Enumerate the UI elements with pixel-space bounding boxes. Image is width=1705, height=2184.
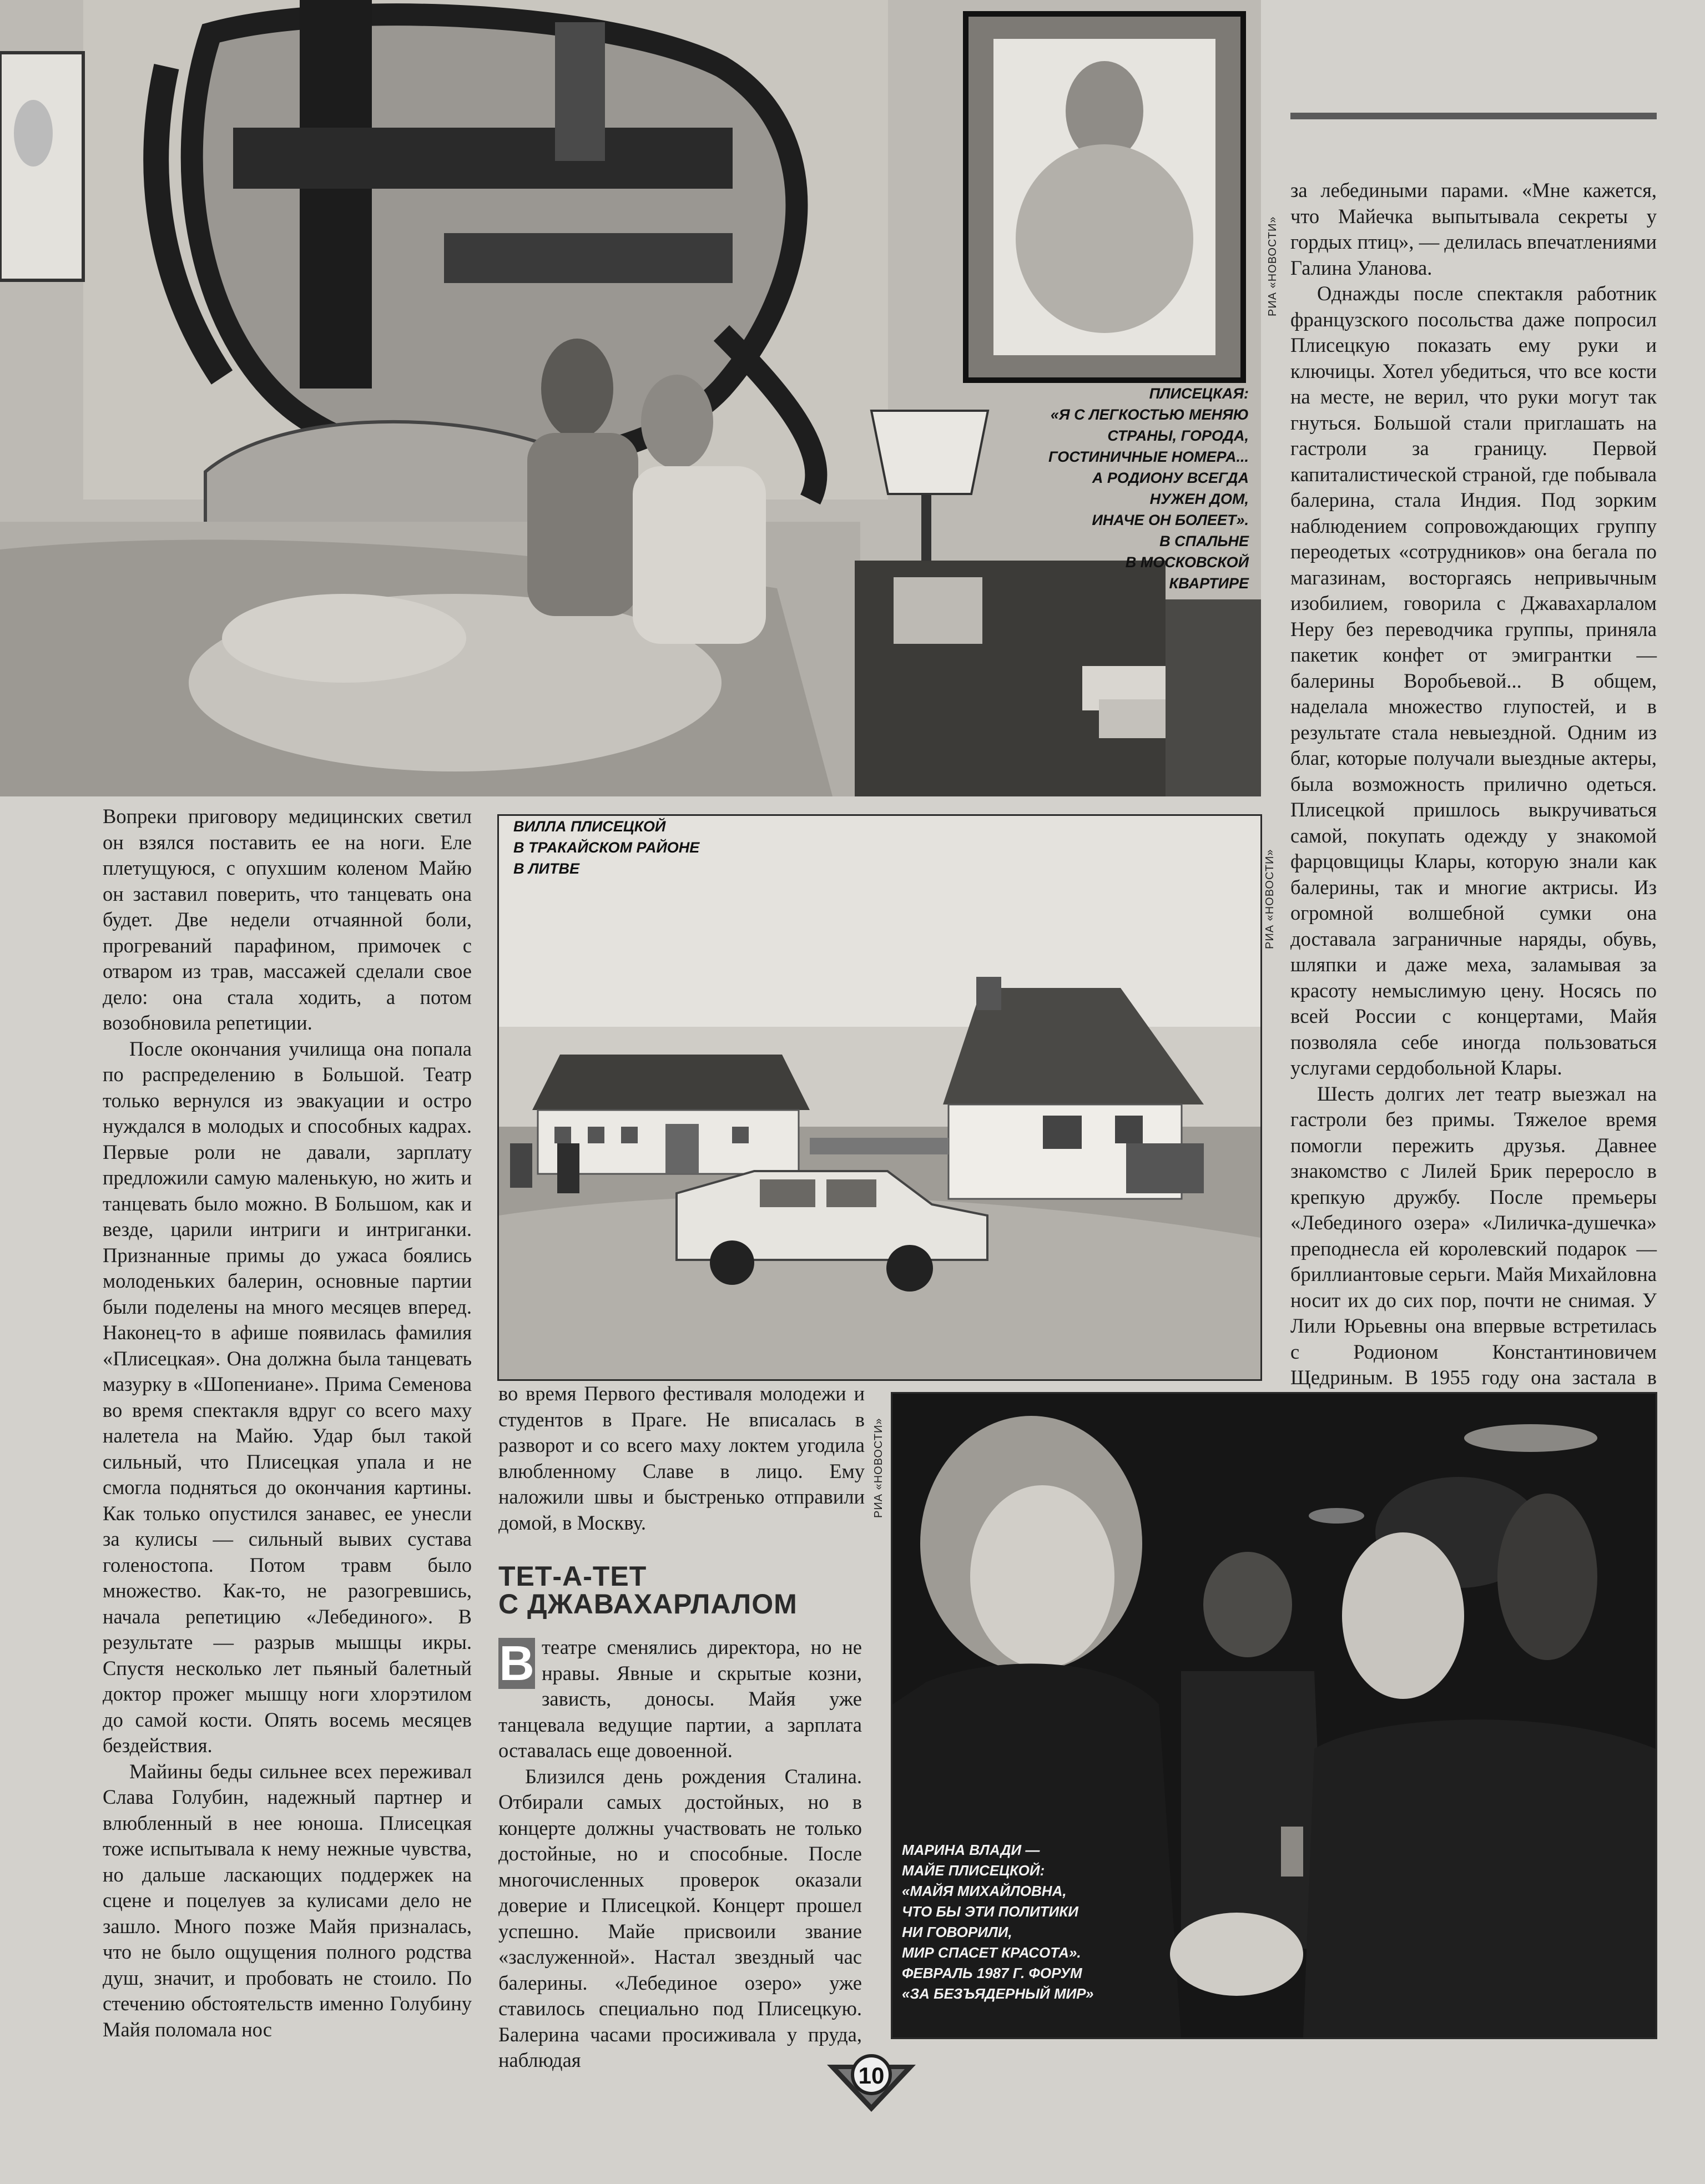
caption-line: В СПАЛЬНЕ <box>1159 533 1249 549</box>
caption-vladi <box>902 1840 1135 2004</box>
caption-line: ПЛИСЕЦКАЯ: <box>1149 385 1249 402</box>
paragraph: Близился день рождения Сталина. Отбирали самых достойных, но в концерте должны участвовать не только достойные, но и способные. После многочисленных проверок оказали доверие и Плисецкой. Концерт прошел успешно. Майе присвоили звание «заслуженной». Настал звездный час балерины. «Лебединое озеро» уже ставилось специально под Плисецкую. Балерина часами просиживала у пруда, наблюдая <box>498 1764 862 2071</box>
column-rule <box>1290 113 1657 119</box>
paragraph: Майины беды сильнее всех переживал Слава Голубин, надежный партнер и влюбленный в нее юноша. Плисецкая тоже испытывала к нему нежные чувства, но дальше ласкающих поддержек на сцене и поцелуев за кулисами дело не зашло. Много позже Майя призналась, что не было ощущения полного родства душ, значит, и пробовать не стоило. По стечению обстоятельств именно Голубину Майя поломала нос <box>103 1759 472 2041</box>
paragraph-text: театре сменялись директора, но не нравы. Явные и скрытые козни, зависть, доносы. Майя уже танцевала ведущие партии, а зарплата оставалась еще довоенной. <box>498 1636 862 1762</box>
caption-line: МИР СПАСЕТ КРАСОТА». <box>902 1944 1081 1961</box>
text-column-left <box>103 804 472 2047</box>
caption-villa <box>513 816 791 879</box>
page-number-badge <box>821 2042 921 2115</box>
villa-photo <box>497 814 1262 1381</box>
caption-line: НИ ГОВОРИЛИ, <box>902 1924 1012 1940</box>
caption-line: НУЖЕН ДОМ, <box>1149 491 1249 507</box>
caption-bedroom <box>1016 383 1249 594</box>
caption-line: ВИЛЛА ПЛИСЕЦКОЙ <box>513 818 666 835</box>
caption-line: ГОСТИНИЧНЫЕ НОМЕРА... <box>1048 448 1249 465</box>
page-number: 10 <box>858 2062 885 2089</box>
caption-line: ЧТО БЫ ЭТИ ПОЛИТИКИ <box>902 1903 1078 1920</box>
caption-line: В ТРАКАЙСКОМ РАЙОНЕ <box>513 839 700 856</box>
villa-photo-drawing <box>499 816 1260 1379</box>
text-column-middle-bottom <box>498 1635 862 2071</box>
caption-line: КВАРТИРЕ <box>1169 575 1249 592</box>
text-column-middle-top <box>498 1381 865 1542</box>
paragraph: за лебедиными парами. «Мне кажется, что Майечка выпытывала секреты у гордых птиц», — делилась впечатлениями Галина Уланова. <box>1290 179 1657 279</box>
heading-line: ТЕТ-А-ТЕТ <box>498 1561 647 1592</box>
paragraph: во время Первого фестиваля молодежи и студентов в Праге. Не вписалась в разворот и со всего маху локтем угодила влюбленному Славе в лицо. Ему наложили швы и быстренько отправили домой, в Москву. <box>498 1382 865 1534</box>
paragraph: Шесть долгих лет театр выезжал на гастроли без примы. Тяжелое время помогли пережить друзья. Давнее знакомство с Лилей Брик переросло в крепкую дружбу. После премьеры «Лебединого озера» «Лиличка-душечка» преподнесла ей королевский подарок — бриллиантовые серьги. Майя Михайловна носит их до сих пор, почти не снимая. У Лили Юрьевны она впервые встретилась с Родионом Константиновичем Щедриным. В 1955 году она застала в <box>1290 1082 1657 1389</box>
heading-line: С ДЖАВАХАРЛАЛОМ <box>498 1588 798 1620</box>
section-heading <box>498 1562 865 1618</box>
paragraph: Однажды после спектакля работник французского посольства даже попросил Плисецкую показать ему руки и ключицы. Хотел убедиться, что все кости на месте, не верил, что руки могут так гнуться. Большой стали приглашать на гастроли за границу. Первой капиталистической страной, где побывала балерина, стала Индия. Под зорким наблюдением сопровождающих группу переодетых «сотрудников» она бегала по магазинам, восторгаясь непривычным изобилием, говорила с Джавахарлалом Неру без переводчика группы, приняла пакетик конфет от эмигрантки — балерины Воробьевой... В общем, наделала множество глупостей, и в результате стала невыездной. Одним из благ, которые получали выездные актеры, была возможность прилично одеться. Плисецкой пришлось выкручиваться самой, покупать одежду у знакомой фарцовщицы Клары, которую знали как балерины, так и многие актрисы. Из огромной волшебной сумки она доставала заграничные наряды, обувь, шляпки и даже меха, заламывая за красоту немыслимую цену. Носясь по всей России с концертами, Майя позволяла себе иногда пользоваться услугами сердобольной Клары. <box>1290 282 1657 1079</box>
caption-line: «ЗА БЕЗЪЯДЕРНЫЙ МИР» <box>902 1985 1094 2002</box>
caption-line: «Я С ЛЕГКОСТЬЮ МЕНЯЮ <box>1050 406 1249 423</box>
caption-line: ИНАЧЕ ОН БОЛЕЕТ». <box>1092 512 1249 528</box>
top-right-panel <box>1263 0 1705 178</box>
photo-credit-top: РИА «НОВОСТИ» <box>1267 216 1279 316</box>
paragraph: После окончания училища она попала по распределению в Большой. Театр только вернулся из эвакуации и остро нуждался в молодых и способных кадрах. Первые роли не давали, зарплату предложили самую маленькую, но жить и танцевать было можно. В Большом, как и везде, царили интриги и интриганки. Признанные примы до ужаса боялись молоденьких балерин, основные партии были поделены на много месяцев вперед. Наконец-то в афише появилась фамилия «Плисецкая». Она должна была танцевать мазурку в «Шопениане». Прима Семенова во время спектакля вдруг со всего маху налетела на Майю. Удар был такой сильный, что Плисецкая упала и не смогла подняться до окончания картины. Как только опустился занавес, ее унесли за кулисы — сильный вывих сустава голеностопа. Потом травм было множество. Как-то, не разогревшись, начала репетицию «Лебединого». В результате — разрыв мышцы икры. Спустя несколько лет пьяный балетный доктор прожег мышцу ноги хлорэтилом до самой кости. Опять восемь месяцев бездействия. <box>103 1037 472 1757</box>
caption-line: «МАЙЯ МИХАЙЛОВНА, <box>902 1883 1067 1899</box>
caption-line: МАРИНА ВЛАДИ — <box>902 1842 1040 1858</box>
caption-line: ФЕВРАЛЬ 1987 Г. ФОРУМ <box>902 1965 1082 1981</box>
paragraph <box>498 1635 862 1764</box>
caption-line: В МОСКОВСКОЙ <box>1125 554 1249 571</box>
text-column-right <box>1290 178 1657 1389</box>
caption-line: А РОДИОНУ ВСЕГДА <box>1092 470 1249 486</box>
paragraph: Вопреки приговору медицинских светил он взялся поставить ее на ноги. Еле плетущуюся, с опухшим коленом Майю он заставил поверить, что танцевать она будет. Две недели отчаянной боли, прогреваний парафином, примочек с отваром из трав, массажей сделали свое дело: она стала ходить, а потом возобновила репетиции. <box>103 805 472 1034</box>
photo-credit-bottom: РИА «НОВОСТИ» <box>872 1418 885 1518</box>
caption-line: СТРАНЫ, ГОРОДА, <box>1107 427 1249 444</box>
drop-cap: В <box>499 1636 534 1691</box>
caption-line: В ЛИТВЕ <box>513 860 579 877</box>
caption-line: МАЙЕ ПЛИСЕЦКОЙ: <box>902 1862 1045 1879</box>
photo-credit-middle: РИА «НОВОСТИ» <box>1264 849 1276 949</box>
